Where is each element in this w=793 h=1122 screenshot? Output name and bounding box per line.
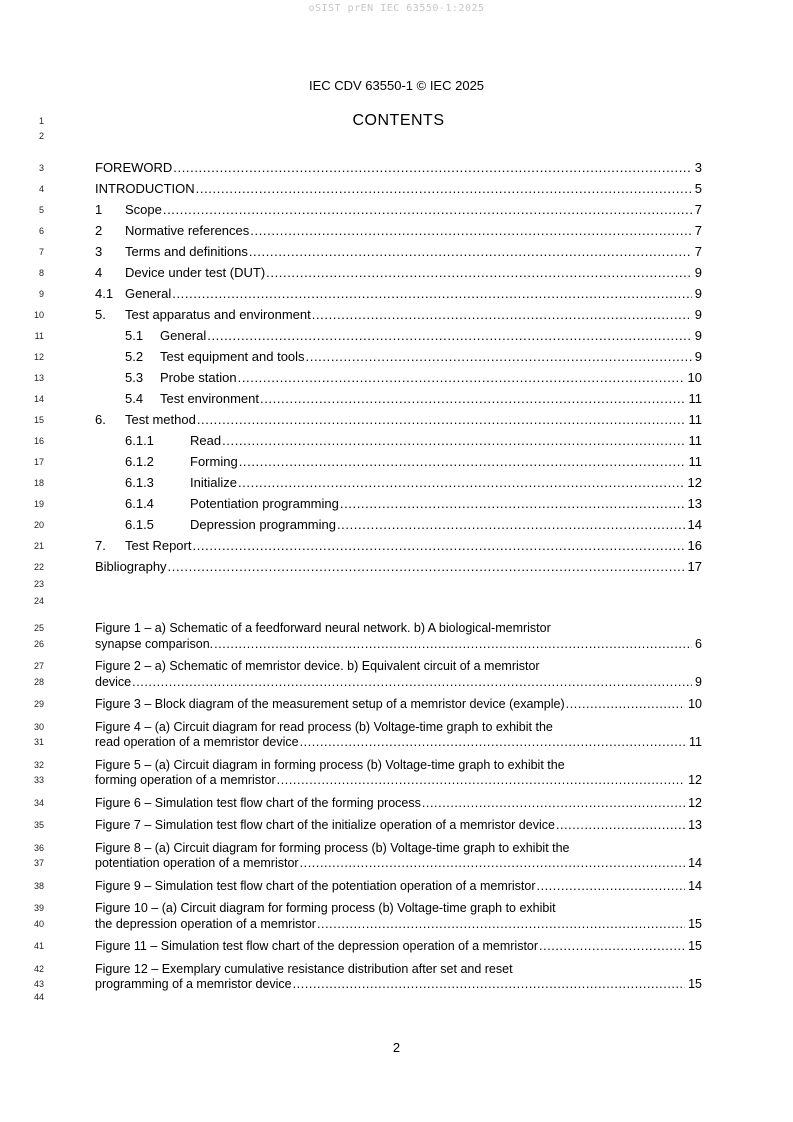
dot-leader (337, 517, 685, 532)
entry-text: Forming (190, 454, 238, 469)
page-ref: 3 (694, 160, 702, 175)
figure-line (0, 720, 793, 736)
line-content (95, 621, 702, 635)
page-ref: 9 (694, 265, 702, 280)
blank-line (0, 597, 793, 614)
entry-text: Bibliography (95, 559, 167, 574)
entry-text: Potentiation programming (190, 496, 339, 511)
entry-text: Figure 10 – (a) Circuit diagram for forming process (b) Voltage-time graph to exhibit (95, 901, 556, 915)
dot-leader (537, 879, 686, 893)
dot-leader (239, 454, 686, 469)
line-content (95, 818, 702, 832)
dot-leader (293, 977, 685, 991)
toc-line (0, 202, 793, 223)
toc-line (0, 307, 793, 328)
dot-leader (250, 223, 691, 238)
toc-line (0, 286, 793, 307)
page-ref: 13 (687, 496, 702, 511)
toc-line (0, 433, 793, 454)
figure-line (0, 637, 793, 653)
page-ref: 5 (694, 181, 702, 196)
figure-line (0, 675, 793, 691)
entry-text: Scope (125, 202, 162, 217)
line-content (95, 370, 702, 385)
dot-leader (214, 637, 692, 651)
line-number: 37 (33, 858, 44, 868)
line-number: 41 (33, 941, 44, 951)
entry-text: Probe station (160, 370, 237, 385)
line-number: 31 (33, 737, 44, 747)
figure-line (0, 758, 793, 774)
line-content (95, 939, 702, 953)
entry-text: read operation of a memristor device (95, 735, 299, 749)
line-content (95, 773, 702, 787)
toc-line (0, 496, 793, 517)
toc-line (0, 181, 793, 202)
line-number: 6 (38, 226, 44, 236)
dot-leader (300, 856, 686, 870)
line-number: 15 (33, 415, 44, 425)
line-number: 16 (33, 436, 44, 446)
dot-leader (207, 328, 692, 343)
page-ref: 11 (688, 454, 702, 469)
entry-text: forming operation of a memristor (95, 773, 276, 787)
entry-text: programming of a memristor device (95, 977, 292, 991)
figure-line (0, 901, 793, 917)
entry-text: Normative references (125, 223, 250, 238)
entry-text: General (160, 328, 207, 343)
line-number: 34 (33, 797, 44, 808)
contents-title: CONTENTS (352, 112, 445, 129)
figure-line (0, 917, 793, 933)
line-number: 29 (33, 699, 44, 709)
line-number: 7 (38, 247, 44, 257)
entry-text: Figure 7 – Simulation test flow chart of the initialize operation of a memristor device (95, 818, 555, 832)
line-content (95, 977, 702, 991)
line-number: 36 (33, 842, 44, 853)
dot-leader (168, 559, 685, 574)
dot-leader (192, 538, 684, 553)
entry-text: Read (190, 433, 222, 448)
section-number: 2 (95, 223, 103, 238)
line-content (95, 917, 702, 931)
page-body (0, 112, 793, 1010)
page-ref: 11 (688, 391, 702, 406)
line-content (95, 307, 702, 322)
line-content (95, 433, 702, 448)
line-content (95, 391, 702, 406)
page-ref: 11 (688, 412, 702, 427)
line-content (95, 697, 702, 711)
dot-leader (249, 244, 692, 259)
page-ref: 15 (688, 916, 702, 931)
line-content (95, 349, 702, 364)
figure-line (0, 621, 793, 637)
page-ref: 9 (694, 328, 702, 343)
entry-text: Device under test (DUT) (125, 265, 266, 280)
line-content (95, 962, 702, 976)
toc-line (0, 328, 793, 349)
page-ref: 14 (688, 878, 702, 893)
entry-text: General (125, 286, 172, 301)
dot-leader (222, 433, 685, 448)
dot-leader (422, 796, 685, 810)
dot-leader (260, 391, 686, 406)
line-content (95, 517, 702, 532)
line-number: 11 (34, 331, 44, 341)
dot-leader (172, 286, 692, 301)
toc-line (0, 454, 793, 475)
toc-line (0, 538, 793, 559)
line-content (95, 475, 702, 490)
dot-leader (238, 370, 685, 385)
toc-line (0, 160, 793, 181)
toc-line (0, 517, 793, 538)
dot-leader (317, 917, 685, 931)
watermark-text: oSIST prEN IEC 63550-1:2025 (308, 3, 485, 14)
figure-line (0, 879, 793, 895)
line-number: 38 (33, 880, 44, 891)
line-number: 1 (38, 116, 44, 126)
line-content (95, 202, 702, 217)
section-number: 6.1.1 (125, 433, 154, 448)
line-content (95, 841, 702, 855)
page-ref: 6 (695, 636, 702, 651)
section-number: 5.2 (125, 349, 144, 364)
section-number: 6.1.5 (125, 517, 154, 532)
section-number: 6.1.4 (125, 496, 154, 511)
toc-line (0, 244, 793, 265)
entry-text: Figure 2 – a) Schematic of memristor device. b) Equivalent circuit of a memristor (95, 659, 540, 673)
line-content (95, 675, 702, 689)
section-number: 5.3 (125, 370, 144, 385)
dot-leader (163, 202, 692, 217)
figure-line (0, 841, 793, 857)
figure-line (0, 939, 793, 955)
line-number: 13 (33, 373, 44, 383)
section-number: 5.1 (125, 328, 144, 343)
line-content (95, 286, 702, 301)
line-number: 20 (33, 520, 44, 530)
section-number: 5. (95, 307, 106, 322)
figure-line (0, 962, 793, 978)
entry-text: the depression operation of a memristor (95, 916, 316, 931)
entry-text: potentiation operation of a memristor (95, 856, 299, 870)
dot-leader (277, 773, 685, 787)
entry-text: Test apparatus and environment (125, 307, 311, 322)
line-number: 32 (33, 759, 44, 770)
entry-text: Figure 11 – Simulation test flow chart of the depression operation of a memristor (95, 939, 539, 953)
line-number: 23 (33, 579, 44, 589)
entry-text: Test equipment and tools (160, 349, 305, 364)
line-number: 26 (33, 638, 44, 649)
section-number: 3 (95, 244, 103, 259)
toc-line (0, 265, 793, 286)
page-ref: 12 (688, 795, 702, 810)
line-number: 30 (33, 721, 44, 732)
page-ref: 9 (694, 307, 702, 322)
line-content (95, 412, 702, 427)
page-ref: 14 (688, 856, 702, 870)
page-ref: 9 (694, 286, 702, 301)
line-number: 24 (33, 596, 44, 606)
entry-text: Initialize (190, 475, 237, 490)
entry-text: Figure 12 – Exemplary cumulative resistance distribution after set and reset (95, 961, 513, 976)
section-number: 4 (95, 265, 103, 280)
line-content (95, 265, 702, 280)
line-number: 12 (33, 352, 44, 362)
entry-text: Figure 9 – Simulation test flow chart of the potentiation operation of a memristor (95, 878, 536, 893)
line-number: 44 (33, 991, 44, 1002)
line-number: 42 (33, 963, 44, 974)
entry-text: Test method (125, 412, 196, 427)
line-content (95, 181, 702, 196)
page-ref: 12 (687, 475, 702, 490)
page-ref: 10 (688, 697, 702, 711)
blank-line (0, 993, 793, 1010)
line-content (95, 735, 702, 749)
page-ref: 7 (694, 244, 702, 259)
entry-text: Figure 6 – Simulation test flow chart of the forming process (95, 795, 421, 810)
section-number: 6.1.3 (125, 475, 154, 490)
entry-text: Figure 8 – (a) Circuit diagram for forming process (b) Voltage-time graph to exhibit the (95, 840, 570, 855)
page-ref: 11 (689, 735, 702, 749)
toc-line (0, 559, 793, 580)
section-number: 4.1 (95, 286, 114, 301)
figure-line (0, 977, 793, 993)
page-ref: 15 (688, 977, 702, 991)
line-content (95, 758, 702, 772)
line-number: 14 (33, 394, 44, 404)
section-number: 1 (95, 202, 103, 217)
page-ref: 9 (695, 674, 702, 689)
section-number: 6.1.2 (125, 454, 154, 469)
contents-title-line (0, 112, 793, 132)
line-number: 4 (38, 184, 44, 194)
dot-leader (173, 160, 691, 175)
line-content (95, 454, 702, 469)
line-number: 22 (33, 562, 44, 572)
page-ref: 10 (687, 370, 702, 385)
entry-text: Figure 5 – (a) Circuit diagram in forming process (b) Voltage-time graph to exhibit the (95, 757, 565, 772)
line-number: 18 (33, 478, 44, 488)
line-number: 33 (33, 775, 44, 785)
line-content (95, 796, 702, 810)
line-number: 25 (33, 623, 44, 633)
dot-leader (132, 675, 692, 689)
line-content (95, 496, 702, 511)
toc-line (0, 391, 793, 412)
line-number: 39 (33, 903, 44, 913)
page-ref: 9 (694, 349, 702, 364)
toc-line (0, 370, 793, 391)
figure-line (0, 735, 793, 751)
page-ref: 14 (687, 517, 702, 532)
section-number: 7. (95, 538, 106, 553)
dot-leader (566, 697, 685, 711)
dot-leader (306, 349, 692, 364)
dot-leader (196, 181, 692, 196)
line-content (95, 901, 702, 915)
line-content (95, 112, 702, 130)
dot-leader (340, 496, 685, 511)
figure-line (0, 856, 793, 872)
page-ref: 11 (688, 433, 702, 448)
line-number: 17 (33, 457, 44, 467)
page-ref: 7 (694, 202, 702, 217)
page-ref: 16 (687, 538, 702, 553)
line-number: 21 (33, 541, 44, 551)
line-content (95, 160, 702, 175)
figure-line (0, 773, 793, 789)
line-content (95, 244, 702, 259)
line-number: 9 (38, 289, 44, 299)
entry-text: synapse comparison. (95, 636, 214, 651)
entry-text: Figure 3 – Block diagram of the measurement setup of a memristor device (example) (95, 697, 565, 711)
toc-line (0, 412, 793, 433)
line-content (95, 856, 702, 870)
blank-line (0, 580, 793, 597)
section-number: 5.4 (125, 391, 144, 406)
line-number: 3 (38, 163, 44, 173)
dot-leader (197, 412, 686, 427)
line-number: 19 (33, 499, 44, 509)
entry-text: INTRODUCTION (95, 181, 195, 196)
figure-line (0, 697, 793, 713)
line-number: 43 (33, 979, 44, 989)
line-content (95, 559, 702, 574)
toc-line (0, 475, 793, 496)
line-content (95, 659, 702, 673)
toc-line (0, 349, 793, 370)
line-number: 5 (38, 205, 44, 215)
blank-line (0, 132, 793, 149)
entry-text: device (95, 674, 132, 689)
toc-line (0, 223, 793, 244)
line-content (95, 328, 702, 343)
page-ref: 13 (688, 818, 702, 832)
figure-line (0, 818, 793, 834)
entry-text: FOREWORD (95, 160, 173, 175)
document-header: IEC CDV 63550-1 © IEC 2025 (308, 78, 485, 93)
page-ref: 7 (694, 223, 702, 238)
line-number: 27 (33, 661, 44, 671)
entry-text: Depression programming (190, 517, 336, 532)
page-ref: 15 (688, 939, 702, 953)
dot-leader (238, 475, 685, 490)
line-number: 40 (33, 918, 44, 929)
figure-line (0, 659, 793, 675)
page-ref: 12 (688, 773, 702, 787)
line-content (95, 879, 702, 893)
dot-leader (266, 265, 692, 280)
line-number: 10 (33, 310, 44, 320)
line-content (95, 637, 702, 651)
dot-leader (556, 818, 685, 832)
line-content (95, 538, 702, 553)
section-number: 6. (95, 412, 106, 427)
line-number: 35 (33, 820, 44, 830)
dot-leader (312, 307, 692, 322)
line-content (95, 720, 702, 734)
line-number: 2 (38, 131, 44, 141)
entry-text: Figure 4 – (a) Circuit diagram for read process (b) Voltage-time graph to exhibit the (95, 719, 553, 734)
figure-line (0, 796, 793, 812)
line-content (95, 223, 702, 238)
entry-text: Test Report (125, 538, 192, 553)
line-number: 8 (38, 268, 44, 278)
page-ref: 17 (687, 559, 702, 574)
dot-leader (539, 939, 685, 953)
dot-leader (300, 735, 686, 749)
entry-text: Terms and definitions (125, 244, 248, 259)
footer-page-number: 2 (392, 1040, 401, 1055)
line-number: 28 (33, 676, 44, 687)
entry-text: Test environment (160, 391, 259, 406)
entry-text: Figure 1 – a) Schematic of a feedforward neural network. b) A biological-memristor (95, 621, 551, 635)
